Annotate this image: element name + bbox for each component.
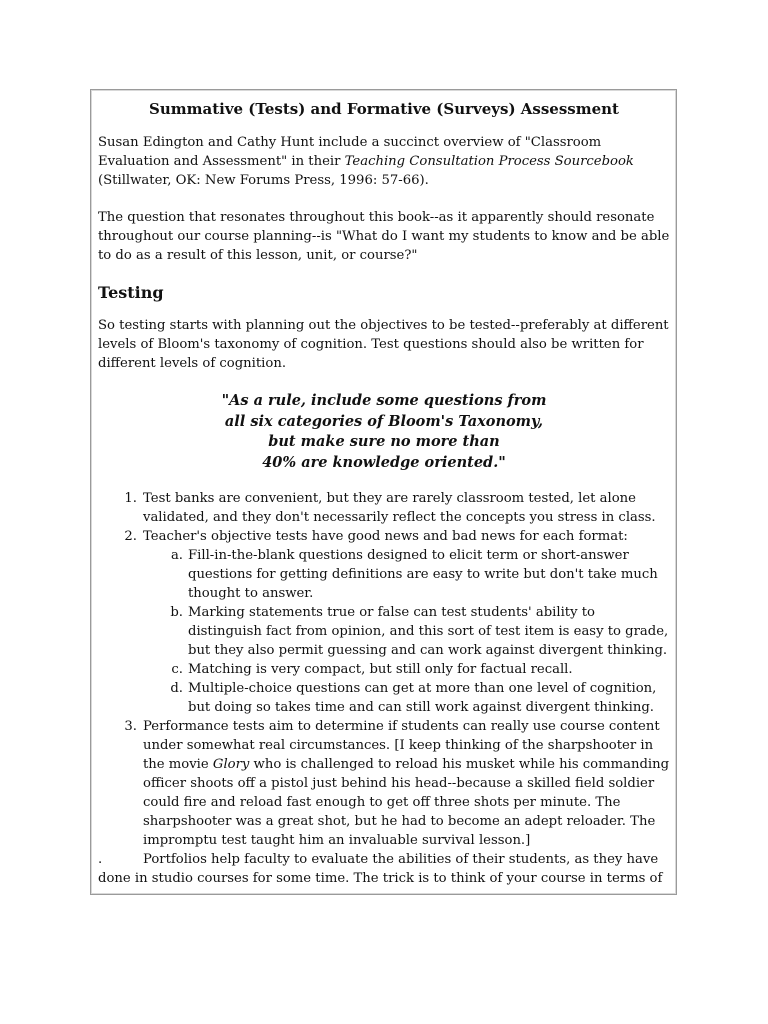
sublist-item [171,660,670,679]
sublist-item-text: Marking statements true or false can test students' ability to distinguish fact from opinion, and this sort of test item is easy to grade, but they also permit guessing and can work against divergent thinking. [188,605,669,658]
sublist-item [170,679,670,717]
list-item [124,527,670,717]
sublist-item-letter: a. [170,548,183,563]
document-content [98,96,670,888]
bloom-quote [98,391,670,473]
sublist-item [170,546,670,603]
quote-line-4: 40% are knowledge oriented." [262,453,506,471]
intro-text-after: (Stillwater, OK: New Forums Press, 1996: 57-66). [98,173,429,188]
document-frame [90,89,677,895]
sublist-item-letter: c. [171,662,183,677]
portfolio-paragraph [98,850,670,888]
list-item-number: 1. [124,491,137,506]
quote-line-3: but make sure no more than [268,433,500,450]
movie-title: Glory [212,757,250,772]
portfolio-text: Portfolios help faculty to evaluate the abilities of their students, as they have done in studio courses for some time. The trick is to think of your course in terms of [98,852,663,886]
list-item-number: 3. [124,719,137,734]
question-paragraph: The question that resonates throughout this book--as it apparently should resonate throughout our course planning--is "What do I want my students to know and be able to do as a result of this lesson, unit, or course?" [98,210,670,263]
intro-paragraph [98,133,670,190]
quote-line-1: "As a rule, include some questions from [221,392,547,409]
sublist-item-letter: d. [170,681,183,696]
list-marker-dot: . [98,852,103,867]
list-item [124,717,670,850]
sublist-item-letter: b. [170,605,183,620]
list-item-text-before: Performance tests aim to determine if students can really use course content under somewhat real circumstances. [I keep thinking of the sharpshooter in the movie [143,719,660,772]
quote-line-2: all six categories of Bloom's Taxonomy, [224,412,544,430]
section-heading-testing: Testing [98,283,164,302]
list-item-text-after: who is challenged to reload his musket while his commanding officer shoots off a pistol just behind his head--because a skilled field soldier could fire and reload fast enough to get off three shots per minute. The sharpshooter was a great shot, but he had to become an adept reloader. The impromptu test taught him an invaluable survival lesson.] [143,757,670,848]
list-item-text: Teacher's objective tests have good news and bad news for each format: [143,529,628,544]
intro-text-before: Susan Edington and Cathy Hunt include a succinct overview of "Classroom Evaluation and Assessment" in their [98,135,602,169]
page-title: Summative (Tests) and Formative (Surveys) Assessment [149,100,619,118]
list-item-text: Test banks are convenient, but they are rarely classroom tested, let alone validated, and they don't necessarily reflect the concepts you stress in class. [143,491,656,525]
sublist-item-text: Multiple-choice questions can get at more than one level of cognition, but doing so takes time and can still work against divergent thinking. [188,681,657,715]
list-item-number: 2. [124,529,137,544]
test-types-list [98,489,670,850]
sublist-item [170,603,670,660]
testing-paragraph: So testing starts with planning out the objectives to be tested--preferably at different levels of Bloom's taxonomy of cognition. Test questions should also be written for different levels of cognition. [98,318,669,371]
book-title: Teaching Consultation Process Sourcebook [344,154,634,169]
sublist-item-text: Matching is very compact, but still only for factual recall. [188,662,573,677]
list-item [124,489,670,527]
sublist-item-text: Fill-in-the-blank questions designed to elicit term or short-answer questions for getting definitions are easy to write but don't take much thought to answer. [188,548,658,601]
format-sublist [143,546,670,717]
